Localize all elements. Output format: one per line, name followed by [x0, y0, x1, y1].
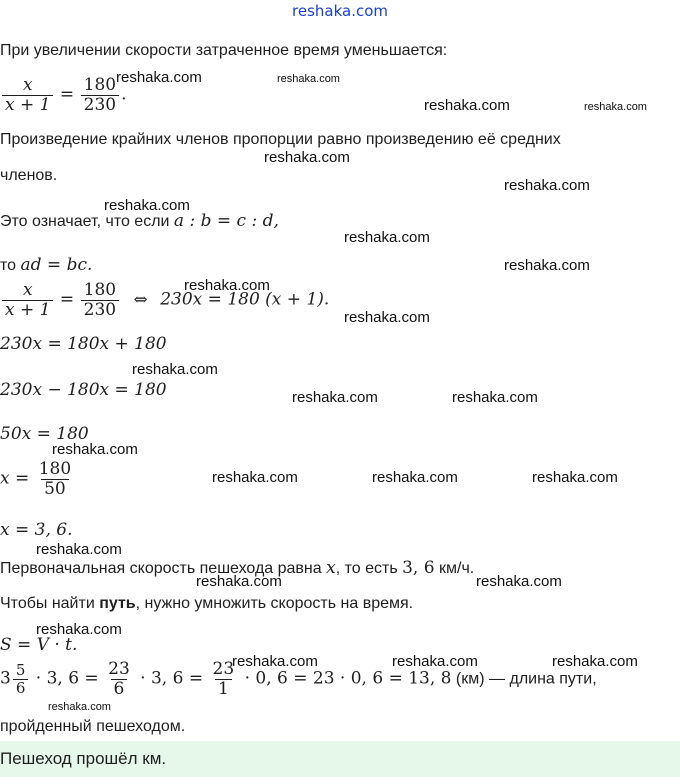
watermark: reshaka.com [344, 229, 430, 246]
watermark: reshaka.com [476, 573, 562, 590]
fraction: $\frac{5}{6}$ [13, 662, 29, 697]
text-line: Произведение крайних членов пропорции равно произведению её средних [0, 131, 561, 148]
fraction: $\frac{23}{1}$ [212, 659, 235, 699]
math-line: S = V · t. [0, 635, 78, 655]
watermark: reshaka.com [584, 101, 647, 113]
fraction: $\frac{180}{50}$ [38, 459, 72, 499]
watermark: reshaka.com [116, 69, 202, 86]
math-proportion: $\frac{x}{x + 1}$ = $\frac{180}{230}$ . [0, 76, 126, 115]
watermark: reshaka.com [48, 701, 111, 713]
watermark: reshaka.com [504, 177, 590, 194]
math-line: 50x = 180 [0, 424, 89, 444]
watermark: reshaka.com [196, 573, 282, 590]
math-line: x = $\frac{180}{50}$ [0, 460, 76, 499]
math-equivalence: $\frac{x}{x + 1}$ = $\frac{180}{230}$ ⇔ 230x = 180 (x + 1). [0, 281, 329, 320]
watermark: reshaka.com [104, 197, 190, 214]
watermark: reshaka.com [132, 361, 218, 378]
watermark: reshaka.com [292, 389, 378, 406]
text-line: Чтобы найти путь, нужно умножить скорость на время. [0, 595, 414, 612]
fraction: $\frac{x}{x + 1}$ [2, 76, 53, 115]
watermark: reshaka.com [232, 653, 318, 670]
fraction: $\frac{x}{x + 1}$ [2, 281, 53, 320]
math-line: x = 3, 6. [0, 520, 73, 540]
watermark: reshaka.com [36, 621, 122, 638]
fraction: $\frac{23}{6}$ [108, 659, 130, 699]
site-header[interactable]: reshaka.com [292, 2, 388, 20]
watermark: reshaka.com [36, 541, 122, 558]
watermark: reshaka.com [277, 73, 340, 85]
math-line: 230x = 180x + 180 [0, 334, 167, 354]
watermark: reshaka.com [344, 309, 430, 326]
text-line: При увеличении скорости затраченное время уменьшается: [0, 42, 448, 59]
text-line: пройденный пешеходом. [0, 718, 186, 735]
watermark: reshaka.com [532, 469, 618, 486]
watermark: reshaka.com [552, 653, 638, 670]
watermark: reshaka.com [392, 653, 478, 670]
text-line: Первоначальная скорость пешехода равна x, то есть 3, 6 км/ч. [0, 558, 475, 578]
watermark: reshaka.com [452, 389, 538, 406]
math-calculation: 3 $\frac{5}{6}$ · 3, 6 = $\frac{23}{6}$ · 3, 6 = $\frac{23}{1}$ · 0, 6 = 23 · 0, 6 = 13, 8 (км) — длина пути, [0, 659, 597, 699]
watermark: reshaka.com [424, 97, 510, 114]
text-line: то ad = bc. [0, 255, 93, 275]
watermark: reshaka.com [264, 149, 350, 166]
watermark: reshaka.com [52, 441, 138, 458]
text-line: Это означает, что если a : b = c : d, [0, 211, 279, 231]
watermark: reshaka.com [212, 469, 298, 486]
watermark: reshaka.com [372, 469, 458, 486]
math-line: 230x − 180x = 180 [0, 380, 167, 400]
fraction: $\frac{180}{230}$ [81, 76, 119, 115]
text-line: членов. [0, 167, 58, 184]
answer-box: Пешеход прошёл км. [0, 741, 680, 777]
fraction: $\frac{180}{230}$ [81, 281, 119, 320]
watermark: reshaka.com [504, 257, 590, 274]
watermark: reshaka.com [184, 277, 270, 294]
